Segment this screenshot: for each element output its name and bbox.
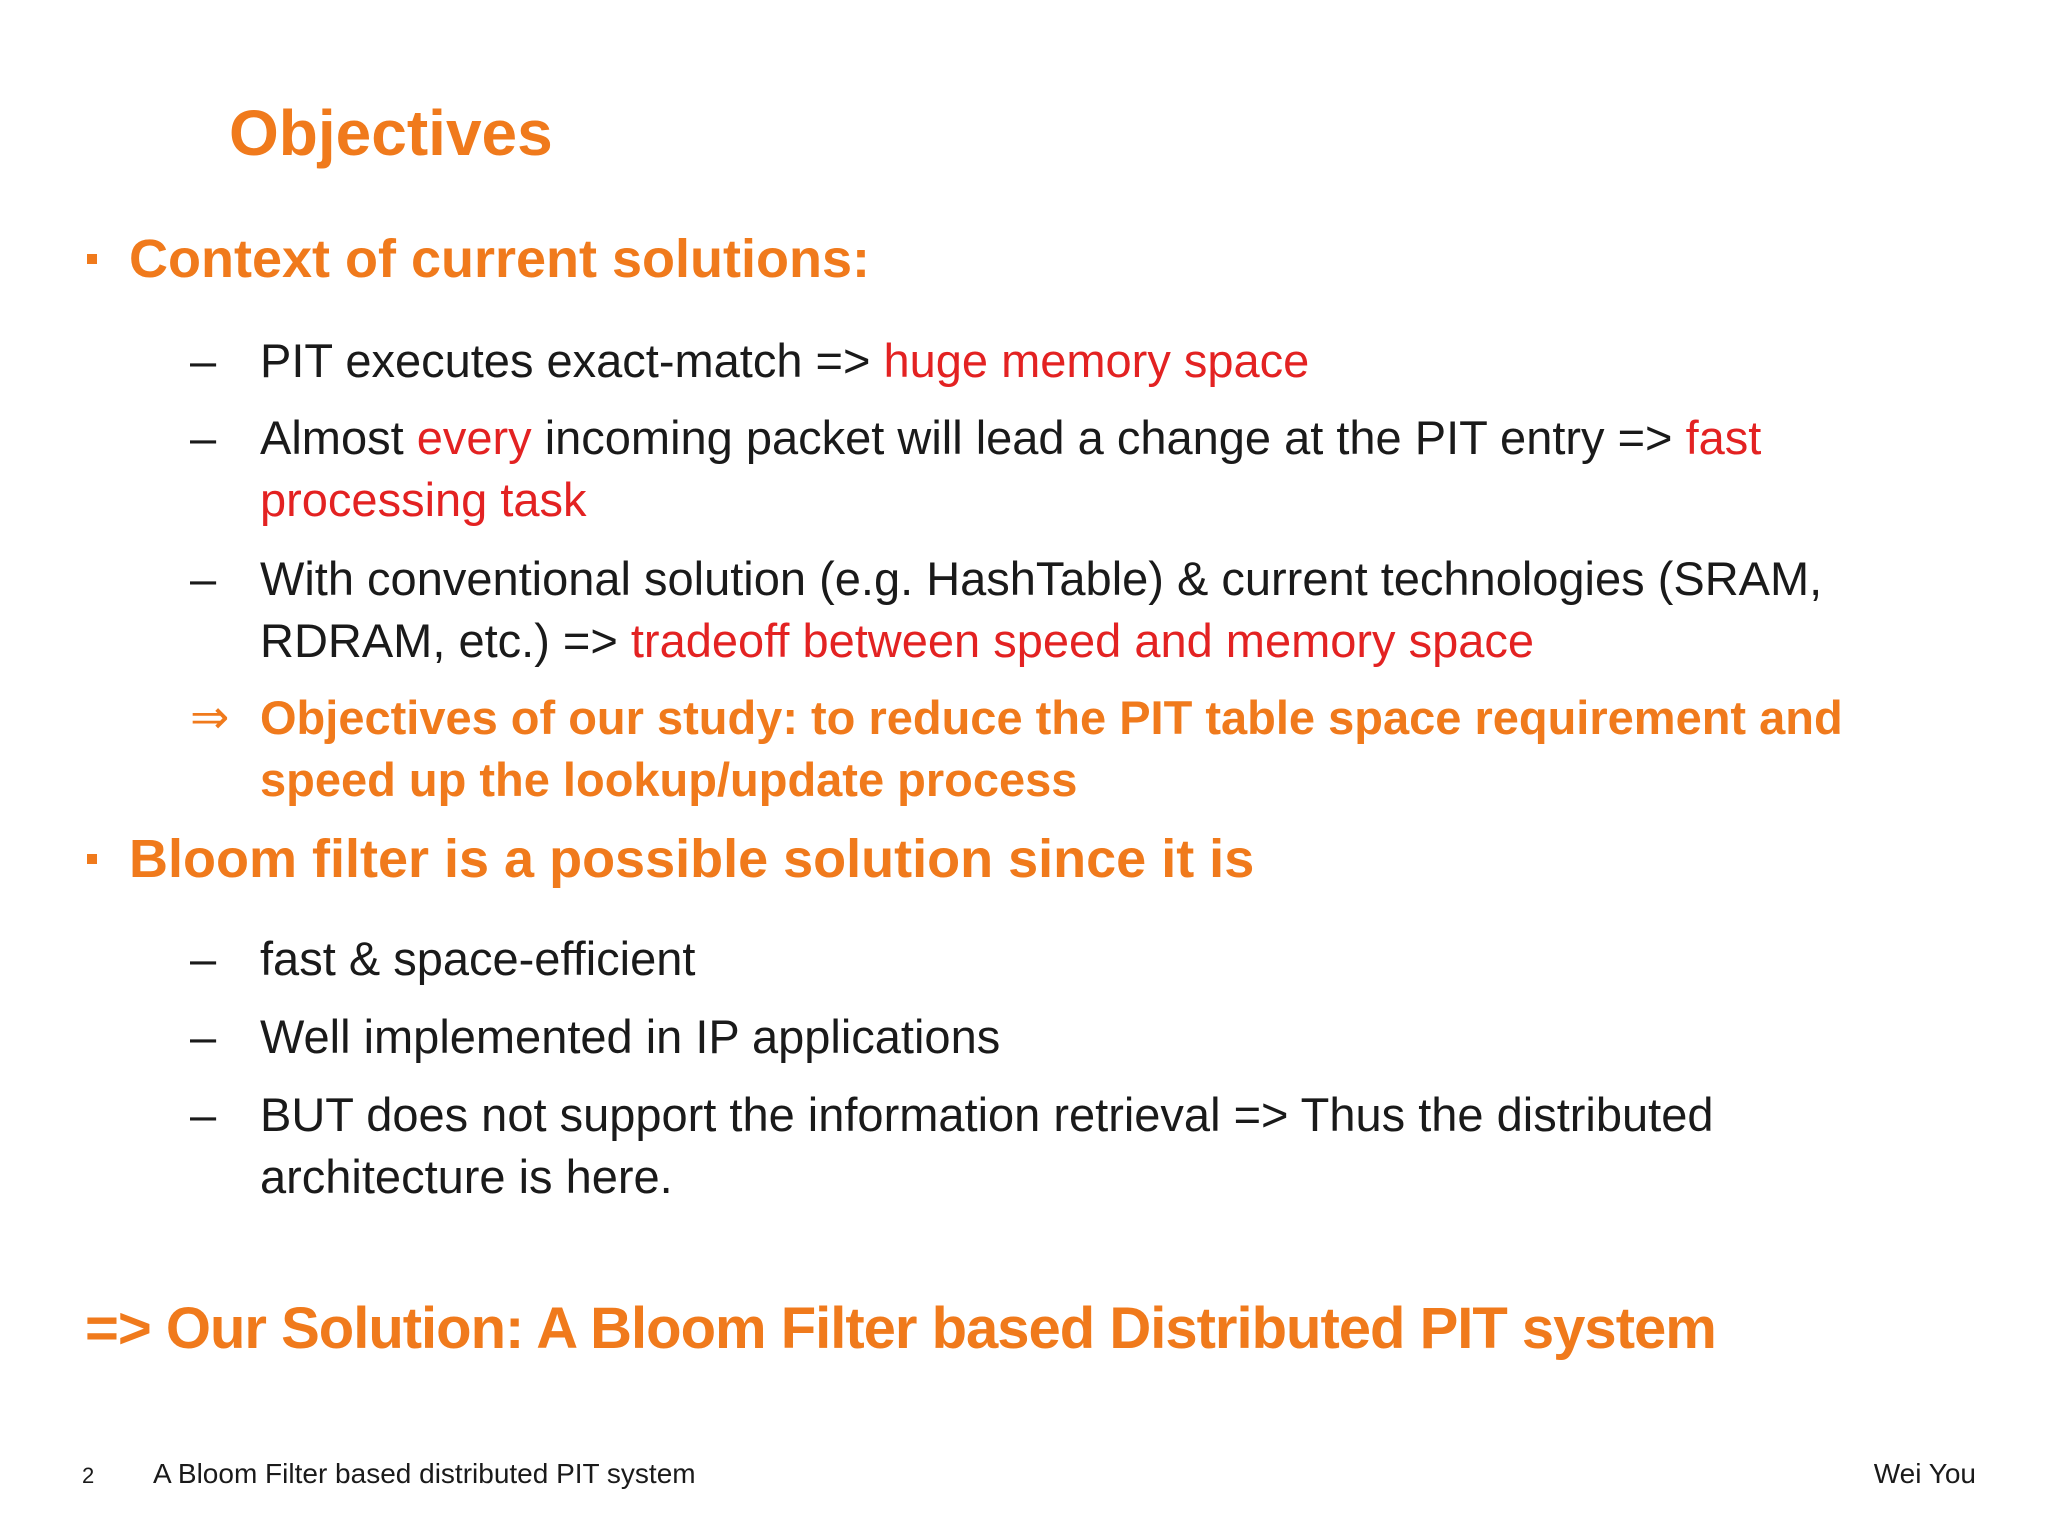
list-item [190,407,1970,531]
list-item [190,1084,1970,1208]
dash-bullet: – [190,411,217,464]
list-item-text: fast & space-efficient [260,932,696,985]
list-item [190,548,1970,672]
list-item [190,1006,1970,1068]
footer-author: Wei You [1873,1458,1976,1489]
list-item [190,330,1970,392]
dash-bullet: – [190,932,217,985]
slide-title: Objectives [229,97,553,169]
list-item-objectives [190,687,1970,811]
square-bullet-icon [87,254,97,264]
section-heading-text: Bloom filter is a possible solution since it is [129,829,1255,889]
highlight-segment: fast processing task [260,411,1762,526]
list-item-text: Well implemented in IP applications [260,1010,1001,1063]
objectives-text: Objectives of our study: to reduce the PIT table space requirement and speed up the lookup/update process [260,691,1843,806]
list-item-text [260,407,1970,531]
dash-bullet: – [190,552,217,605]
dash-bullet: – [190,1010,217,1063]
dash-bullet: – [190,334,217,387]
highlight-segment: huge memory space [883,334,1310,387]
text-segment: incoming packet will lead a change at the PIT entry => [531,411,1686,464]
implies-arrow-icon: ⇒ [190,690,230,745]
highlight-segment: tradeoff between speed and memory space [630,614,1535,667]
text-segment: Almost [260,411,417,464]
footer-title: A Bloom Filter based distributed PIT system [153,1458,696,1489]
section-heading-text: Context of current solutions: [129,229,870,289]
text-segment: With conventional solution (e.g. HashTable) & current technologies (SRAM, RDRAM, etc.) => [260,552,1823,667]
dash-bullet: – [190,1088,217,1141]
list-item [190,928,1970,990]
list-item-text: BUT does not support the information retrieval => Thus the distributed architecture is here. [260,1088,1714,1203]
section-heading-context [87,228,870,290]
highlight-segment: every [416,411,532,464]
list-item-text [260,330,1970,392]
section-heading-bloom [87,828,1254,890]
list-item-text [260,548,1970,672]
square-bullet-icon [87,854,97,864]
text-segment: PIT executes exact-match => [260,334,884,387]
conclusion-statement: => Our Solution: A Bloom Filter based Distributed PIT system [85,1296,1716,1361]
page-number: 2 [82,1463,95,1488]
